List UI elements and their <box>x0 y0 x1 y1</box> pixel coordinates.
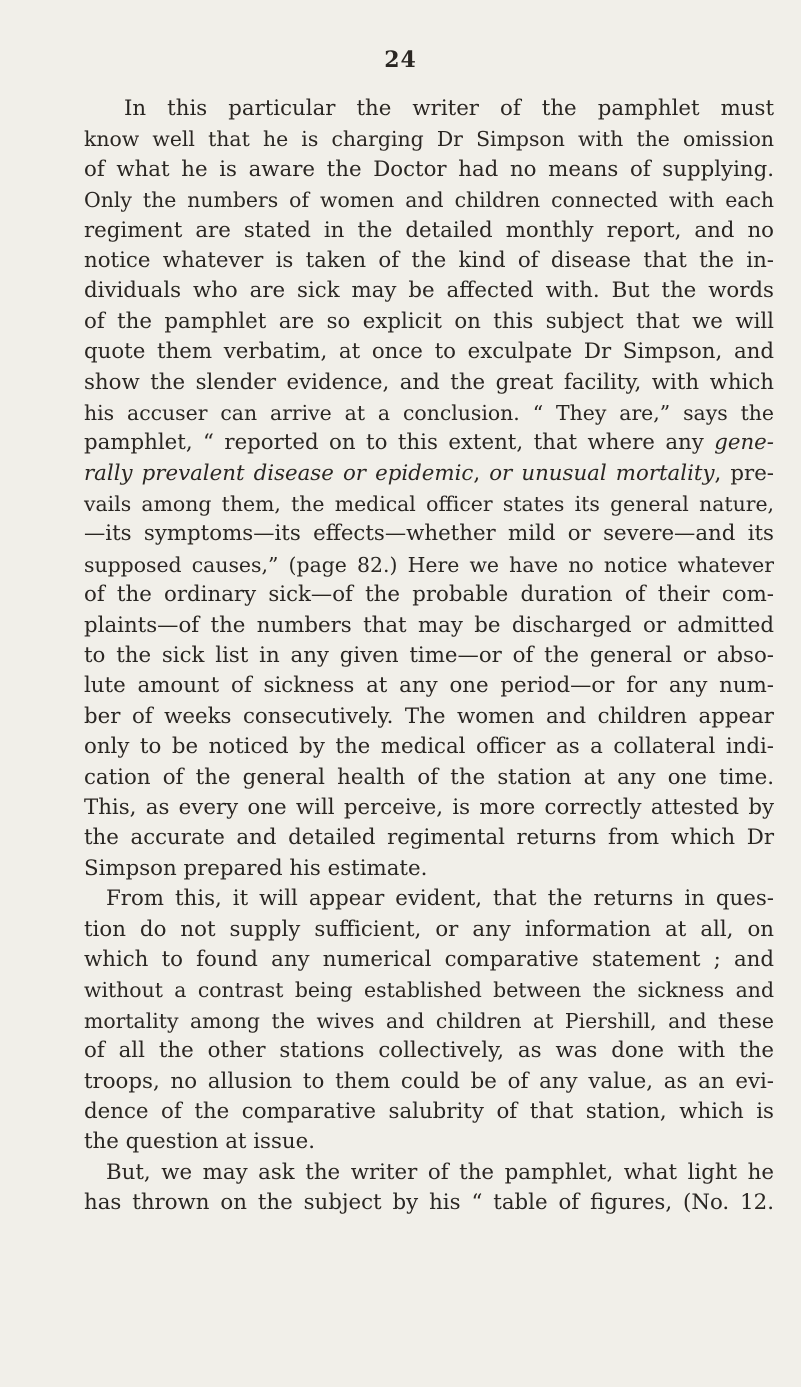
text-line: of all the other stations collectively, as was done with the <box>84 1038 774 1064</box>
text-line: only to be noticed by the medical officer as a collateral indi- <box>84 734 774 760</box>
text-line: cation of the general health of the station at any one time. <box>84 764 774 790</box>
text-line <box>84 428 774 458</box>
text-segment: , pre- <box>714 460 774 486</box>
text-line: plaints—of the numbers that may be discharged or admitted <box>84 612 774 638</box>
italic-segment: rally prevalent disease or epidemic <box>84 460 474 486</box>
text-line <box>84 459 774 489</box>
text-line: Only the numbers of women and children connected with each <box>84 188 774 213</box>
text-line: without a contrast being established between the sickness and <box>84 978 774 1003</box>
italic-segment: gene- <box>714 430 774 456</box>
text-line: the accurate and detailed regimental returns from which Dr <box>84 825 774 851</box>
text-line: ber of weeks consecutively. The women and children appear <box>84 703 774 729</box>
text-line: know well that he is charging Dr Simpson with the omission <box>84 127 774 152</box>
text-line: of the ordinary sick—of the probable duration of their com- <box>84 582 774 608</box>
text-line: of the pamphlet are so explicit on this subject that we will <box>84 308 774 334</box>
text-line: This, as every one will perceive, is more correctly attested by <box>84 794 774 820</box>
text-line: his accuser can arrive at a conclusion. “ They are,” says the <box>84 400 774 425</box>
text-line: regiment are stated in the detailed monthly report, and no <box>84 217 774 243</box>
text-line: Simpson prepared his estimate. <box>84 855 428 881</box>
text-line: In this particular the writer of the pamphlet must <box>124 96 774 121</box>
text-line: to the sick list in any given time—or of the general or abso- <box>84 643 774 669</box>
text-line: of what he is aware the Doctor had no means of supplying. <box>84 156 774 182</box>
text-line: the question at issue. <box>84 1129 315 1155</box>
text-line: —its symptoms—its effects—whether mild or severe—and its <box>84 521 774 547</box>
text-line: lute amount of sickness at any one period—or for any num- <box>84 673 774 699</box>
page-number: 24 <box>384 47 417 73</box>
text-line: troops, no allusion to them could be of any value, as an evi- <box>84 1068 774 1094</box>
text-line: mortality among the wives and children at Piershill, and these <box>84 1008 774 1033</box>
italic-segment: or unusual mortality <box>489 460 715 486</box>
text-line: From this, it will appear evident, that the returns in ques- <box>106 886 774 912</box>
body-text <box>84 94 774 1218</box>
text-line: supposed causes,” (page 82.) Here we have no notice whatever <box>84 552 774 577</box>
text-line: But, we may ask the writer of the pamphlet, what light he <box>106 1159 774 1185</box>
text-line: has thrown on the subject by his “ table of figures, (No. 12. <box>84 1190 774 1216</box>
text-segment: , <box>473 460 490 486</box>
text-line: tion do not supply sufficient, or any information at all, on <box>84 916 774 942</box>
text-line: dence of the comparative salubrity of that station, which is <box>84 1098 774 1124</box>
text-line: notice whatever is taken of the kind of disease that the in- <box>84 247 774 273</box>
text-line: quote them verbatim, at once to exculpate Dr Simpson, and <box>84 339 774 365</box>
text-line: show the slender evidence, and the great facility, with which <box>84 369 774 395</box>
text-line: which to found any numerical comparative statement ; and <box>84 946 774 972</box>
text-line: dividuals who are sick may be affected with. But the words <box>84 278 774 304</box>
text-line: vails among them, the medical officer states its general nature, <box>84 492 774 517</box>
text-segment: pamphlet, “ reported on to this extent, that where any <box>84 430 715 456</box>
